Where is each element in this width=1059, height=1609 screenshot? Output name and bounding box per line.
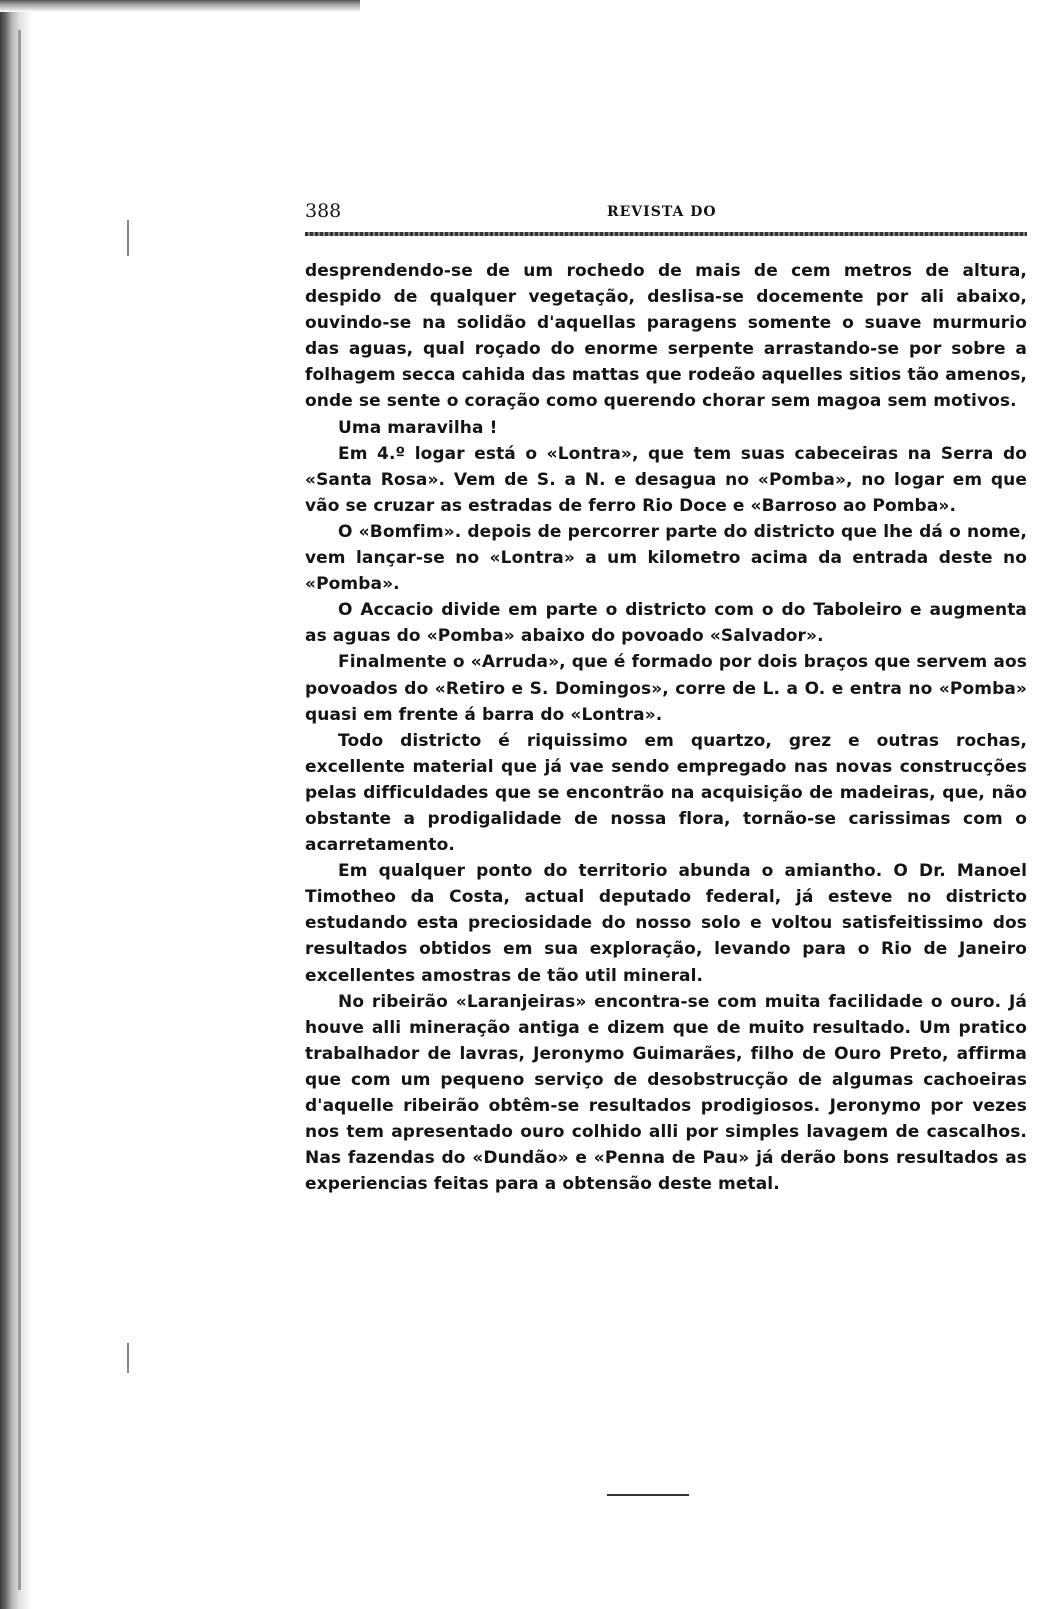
page-fold-mark bbox=[127, 1343, 129, 1373]
body-text bbox=[305, 258, 1027, 1197]
paragraph: desprendendo-se de um rochedo de mais de cem metros de altura, despido de qualquer vegetação, deslisa-se docemente por ali abaixo, ouvindo-se na solidão d'aquellas paragens somente o suave murmurio das aguas, qual roçado do enorme serpente arrastando-se por sobre a folhagem secca cahida das mattas que rodeão aquelles sitios tão amenos, onde se sente o coração como querendo chorar sem magoa sem motivos. bbox=[305, 261, 1027, 412]
paragraph: No ribeirão «Laranjeiras» encontra-se com muita facilidade o ouro. Já houve alli mineração antiga e dizem que de muito resultado. Um pratico trabalhador de lavras, Jeronymo Guimarães, filho de Ouro Preto, affirma que com um pequeno serviço de desobstrucção de algumas cachoeiras d'aquelle ribeirão obtêm-se resultados prodigiosos. Jeronymo por vezes nos tem apresentado ouro colhido alli por simples lavagem de cascalhos. Nas fazendas do «Dundão» e «Penna de Pau» já derão bons resultados as experiencias feitas para a obtensão deste metal. bbox=[305, 991, 1027, 1195]
running-head: REVISTA DO bbox=[607, 204, 717, 220]
paragraph: Em 4.º logar está o «Lontra», que tem suas cabeceiras na Serra do «Santa Rosa». Vem de S. a N. e desagua no «Pomba», no logar em que vão se cruzar as estradas de ferro Rio Doce e «Barroso ao Pomba». bbox=[305, 443, 1027, 516]
section-end-rule bbox=[607, 1494, 689, 1496]
page-number: 388 bbox=[305, 200, 342, 222]
header-rule bbox=[305, 232, 1027, 236]
page-header bbox=[305, 200, 1027, 228]
paragraph: Uma maravilha ! bbox=[338, 417, 498, 438]
paragraph: Todo districto é riquissimo em quartzo, grez e outras rochas, excellente material que já vae sendo empregado nas novas construcções pelas difficuldades que se encontrão na acquisição de madeiras, que, não obstante a prodigalidade de nossa flora, tornão-se carissimas com o acarretamento. bbox=[305, 730, 1027, 856]
paragraph: Finalmente o «Arruda», que é formado por dois braços que servem aos povoados do «Retiro e S. Domingos», corre de L. a O. e entra no «Pomba» quasi em frente á barra do «Lontra». bbox=[305, 652, 1027, 725]
paragraph: O «Bomfim». depois de percorrer parte do districto que lhe dá o nome, vem lançar-se no «Lontra» a um kilometro acima da entrada deste no «Pomba». bbox=[305, 521, 1027, 595]
book-binding-edge bbox=[0, 0, 32, 1609]
paragraph: O Accacio divide em parte o districto com o do Taboleiro e augmenta as aguas do «Pomba» abaixo do povoado «Salvador». bbox=[305, 600, 1027, 647]
binding-shadow-line bbox=[18, 30, 21, 1590]
paragraph: Em qualquer ponto do territorio abunda o amiantho. O Dr. Manoel Timotheo da Costa, actual deputado federal, já esteve no districto estudando esta preciosidade do nosso solo e voltou satisfeitissimo dos resultados obtidos em sua exploração, levando para o Rio de Janeiro excellentes amostras de tão util mineral. bbox=[305, 861, 1027, 986]
page-fold-mark bbox=[127, 220, 129, 256]
scan-top-edge bbox=[0, 0, 360, 12]
book-page bbox=[305, 200, 1027, 1197]
